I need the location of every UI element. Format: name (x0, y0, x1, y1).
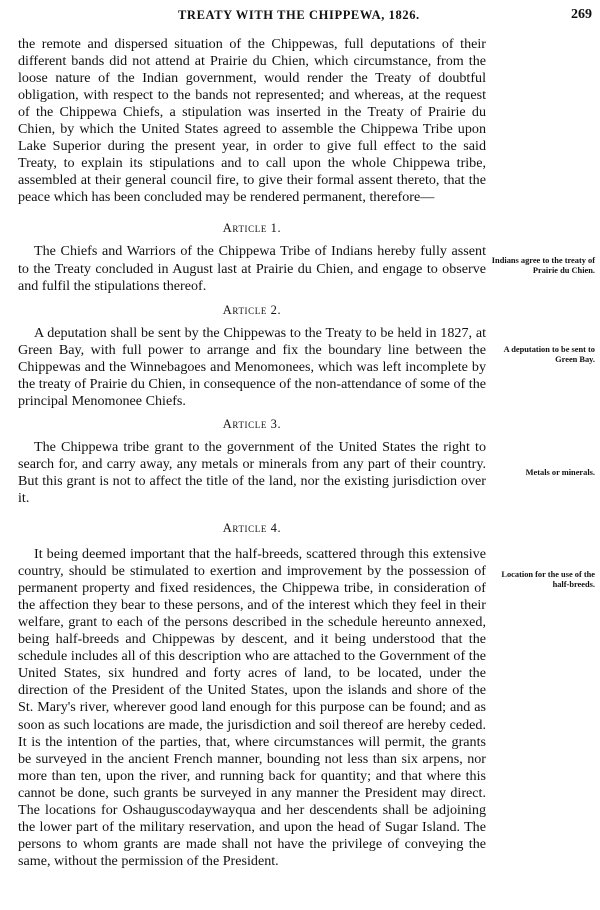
body-text (18, 36, 486, 870)
article-3-text: The Chippewa tribe grant to the government of the United States the right to search for, and carry away, any metals or minerals from any part of their country. But this grant is not to affect the title of the land, nor the existing jurisdiction over it. (18, 438, 486, 506)
margin-note-article-3: Metals or minerals. (525, 468, 595, 477)
article-4-heading: Article 4. (222, 521, 282, 536)
margin-note-article-1: Indians agree to the treaty of Prairie du Chien. (491, 256, 595, 275)
article-1-heading: Article 1. (222, 221, 282, 236)
margin-note-article-4: Location for the use of the half-breeds. (501, 570, 595, 589)
preamble-paragraph: the remote and dispersed situation of the Chippewas, full deputations of their different bands did not attend at Prairie du Chien, which circumstance, from the loose nature of the Indian government, would render the Treaty of doubtful obligation, with respect to the bands not represented; and whereas, at the request of the Chippewa Chiefs, a stipulation was inserted in the Treaty of Prairie du Chien, by which the United States agreed to assemble the Chippewa Tribe upon Lake Superior during the present year, in order to give full effect to the said Treaty, to explain its stipulations and to call upon the whole Chippewa tribe, assembled at their general council fire, to give their formal assent thereto, that the peace which has been concluded may be rendered permanent, therefore— (18, 36, 486, 206)
article-2-heading: Article 2. (222, 302, 282, 317)
running-title: TREATY WITH THE CHIPPEWA, 1826. (178, 8, 420, 22)
article-3-heading: Article 3. (222, 416, 282, 431)
article-1-text: The Chiefs and Warriors of the Chippewa Tribe of Indians hereby fully assent to the Treaty concluded in August last at Prairie du Chien, and engage to observe and fulfil the stipulations thereof. (18, 243, 486, 294)
page-number: 269 (571, 7, 592, 22)
running-header (18, 8, 592, 26)
article-2-text: A deputation shall be sent by the Chippewas to the Treaty to be held in 1827, at Green Bay, with full power to arrange and fix the boundary line between the Chippewas and the Winnebagoes and Menomonees, which was left incomplete by the treaty of Prairie du Chien, in consequence of the non-attendance of some of the principal Menomonee Chiefs. (18, 324, 486, 409)
margin-note-article-2: A deputation to be sent to Green Bay. (503, 345, 595, 364)
article-4-text: It being deemed important that the half-breeds, scattered through this extensive country, should be stimulated to exertion and improvement by the possession of permanent property and fixed residences, the Chippewa tribe, in consideration of the affection they bear to these persons, and of the interest which they feel in their welfare, grant to each of the persons described in the schedule hereunto annexed, being half-breeds and Chippewas by descent, and it being understood that the schedule includes all of this description who are attached to the Government of the United States, six hundred and forty acres of land, to be located, under the direction of the President of the United States, upon the islands and shore of the St. Mary's river, wherever good land enough for this purpose can be found; and as soon as such locations are made, the jurisdiction and soil thereof are hereby ceded. It is the intention of the parties, that, where circumstances will permit, the grants be surveyed in the ancient French manner, bounding not less than six arpens, nor more than ten, upon the river, and running back for quantity; and that where this cannot be done, such grants be surveyed in any manner the President may direct. The locations for Oshauguscodaywayqua and her descendents shall be adjoining the lower part of the military reservation, and upon the head of Sugar Island. The persons to whom grants are made shall not have the privilege of conveying the same, without the permission of the President. (18, 546, 486, 869)
